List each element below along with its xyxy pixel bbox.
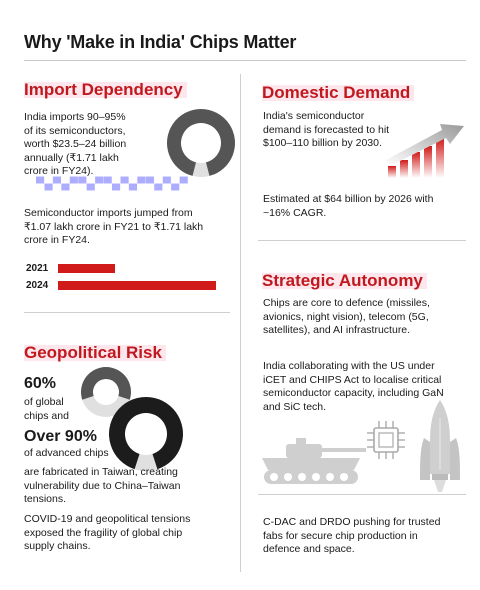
- text-line: demand is forecasted to hit: [263, 123, 390, 136]
- strategic-autonomy-heading: Strategic Autonomy: [262, 271, 427, 291]
- text-line: tensions.: [24, 493, 67, 505]
- import-dependency-heading: Import Dependency: [24, 80, 187, 100]
- geopolitical-risk-heading: Geopolitical Risk: [24, 343, 166, 363]
- stat-60-value: 60%: [24, 375, 57, 392]
- text-line: Semiconductor imports jumped from: [24, 207, 193, 219]
- domestic-demand-heading: Domestic Demand: [262, 83, 414, 103]
- geopolitical-text-2: [24, 513, 234, 554]
- import-dependency-text: [24, 111, 164, 179]
- tank-icon: [256, 436, 368, 488]
- text-line: crore in FY24).: [24, 165, 94, 177]
- stat-90-value: Over 90%: [24, 428, 97, 445]
- text-line: avionics, night vision), telecom (5G,: [263, 310, 429, 323]
- vertical-divider: [240, 74, 241, 572]
- text-line: $100–110 billion by 2030.: [263, 137, 382, 149]
- text-line: C-DAC and DRDO pushing for trusted: [263, 516, 441, 528]
- text-line: India imports 90–95%: [24, 111, 126, 123]
- text-line: are fabricated in Taiwan, creating: [24, 466, 178, 478]
- text-line: chips and: [24, 409, 69, 422]
- strategic-autonomy-text-1: [263, 297, 468, 338]
- text-line: of its semiconductors,: [24, 124, 126, 137]
- text-line: fabs for secure chip production in: [263, 529, 418, 542]
- rocket-icon: [412, 398, 468, 494]
- text-line: iCET and CHIPS Act to localise critical: [263, 373, 442, 386]
- domestic-demand-estimate: [263, 193, 468, 220]
- growth-chart-icon: [386, 120, 466, 180]
- bar-2021: [58, 264, 115, 273]
- chip-icon: [364, 418, 408, 462]
- text-line: ~16% CAGR.: [263, 206, 327, 219]
- strategic-autonomy-text-3: [263, 516, 468, 557]
- bar-label-2021: 2021: [26, 263, 49, 274]
- text-line: annually (₹1.71 lakh: [24, 151, 119, 164]
- text-line: crore in FY24.: [24, 234, 90, 246]
- right-divider-2: [258, 494, 466, 495]
- title-rule: [24, 60, 466, 61]
- page-title: Why 'Make in India' Chips Matter: [24, 32, 297, 52]
- text-line: defence and space.: [263, 543, 355, 555]
- text-line: Chips are core to defence (missiles,: [263, 297, 430, 309]
- text-line: exposed the fragility of global chip: [24, 526, 183, 539]
- text-line: COVID-19 and geopolitical tensions: [24, 513, 191, 525]
- text-line: Estimated at $64 billion by 2026 with: [263, 193, 434, 205]
- bar-label-2024: 2024: [26, 280, 49, 291]
- text-line: satellites), and AI infrastructure.: [263, 324, 411, 336]
- geopolitical-text-1: [24, 466, 234, 507]
- text-line: of global: [24, 396, 64, 408]
- right-divider-1: [258, 240, 466, 241]
- stat-90-label: of advanced chips: [24, 447, 109, 459]
- import-growth-text: [24, 207, 234, 248]
- donut-share: [81, 367, 131, 400]
- text-line: supply chains.: [24, 540, 91, 552]
- stat-60-label: [24, 396, 69, 423]
- text-line: ₹1.07 lakh crore in FY21 to ₹1.71 lakh: [24, 220, 204, 233]
- import-share-donut-icon: [166, 108, 236, 178]
- text-line: India collaborating with the US under: [263, 360, 435, 372]
- text-line: worth $23.5–24 billion: [24, 138, 127, 150]
- text-line: vulnerability due to China–Taiwan: [24, 479, 181, 492]
- glitch-artifact: ▀▄▀▄▀▀▄▀▀▄▀▄▀▀▄▀▄▀: [36, 178, 189, 190]
- text-line: India's semiconductor: [263, 110, 365, 122]
- text-line: and SiC tech.: [263, 400, 327, 413]
- bar-2024: [58, 281, 216, 290]
- text-line: semiconductor capacity, including GaN: [263, 387, 444, 399]
- donut-90-icon: [108, 396, 184, 472]
- left-divider: [24, 312, 230, 313]
